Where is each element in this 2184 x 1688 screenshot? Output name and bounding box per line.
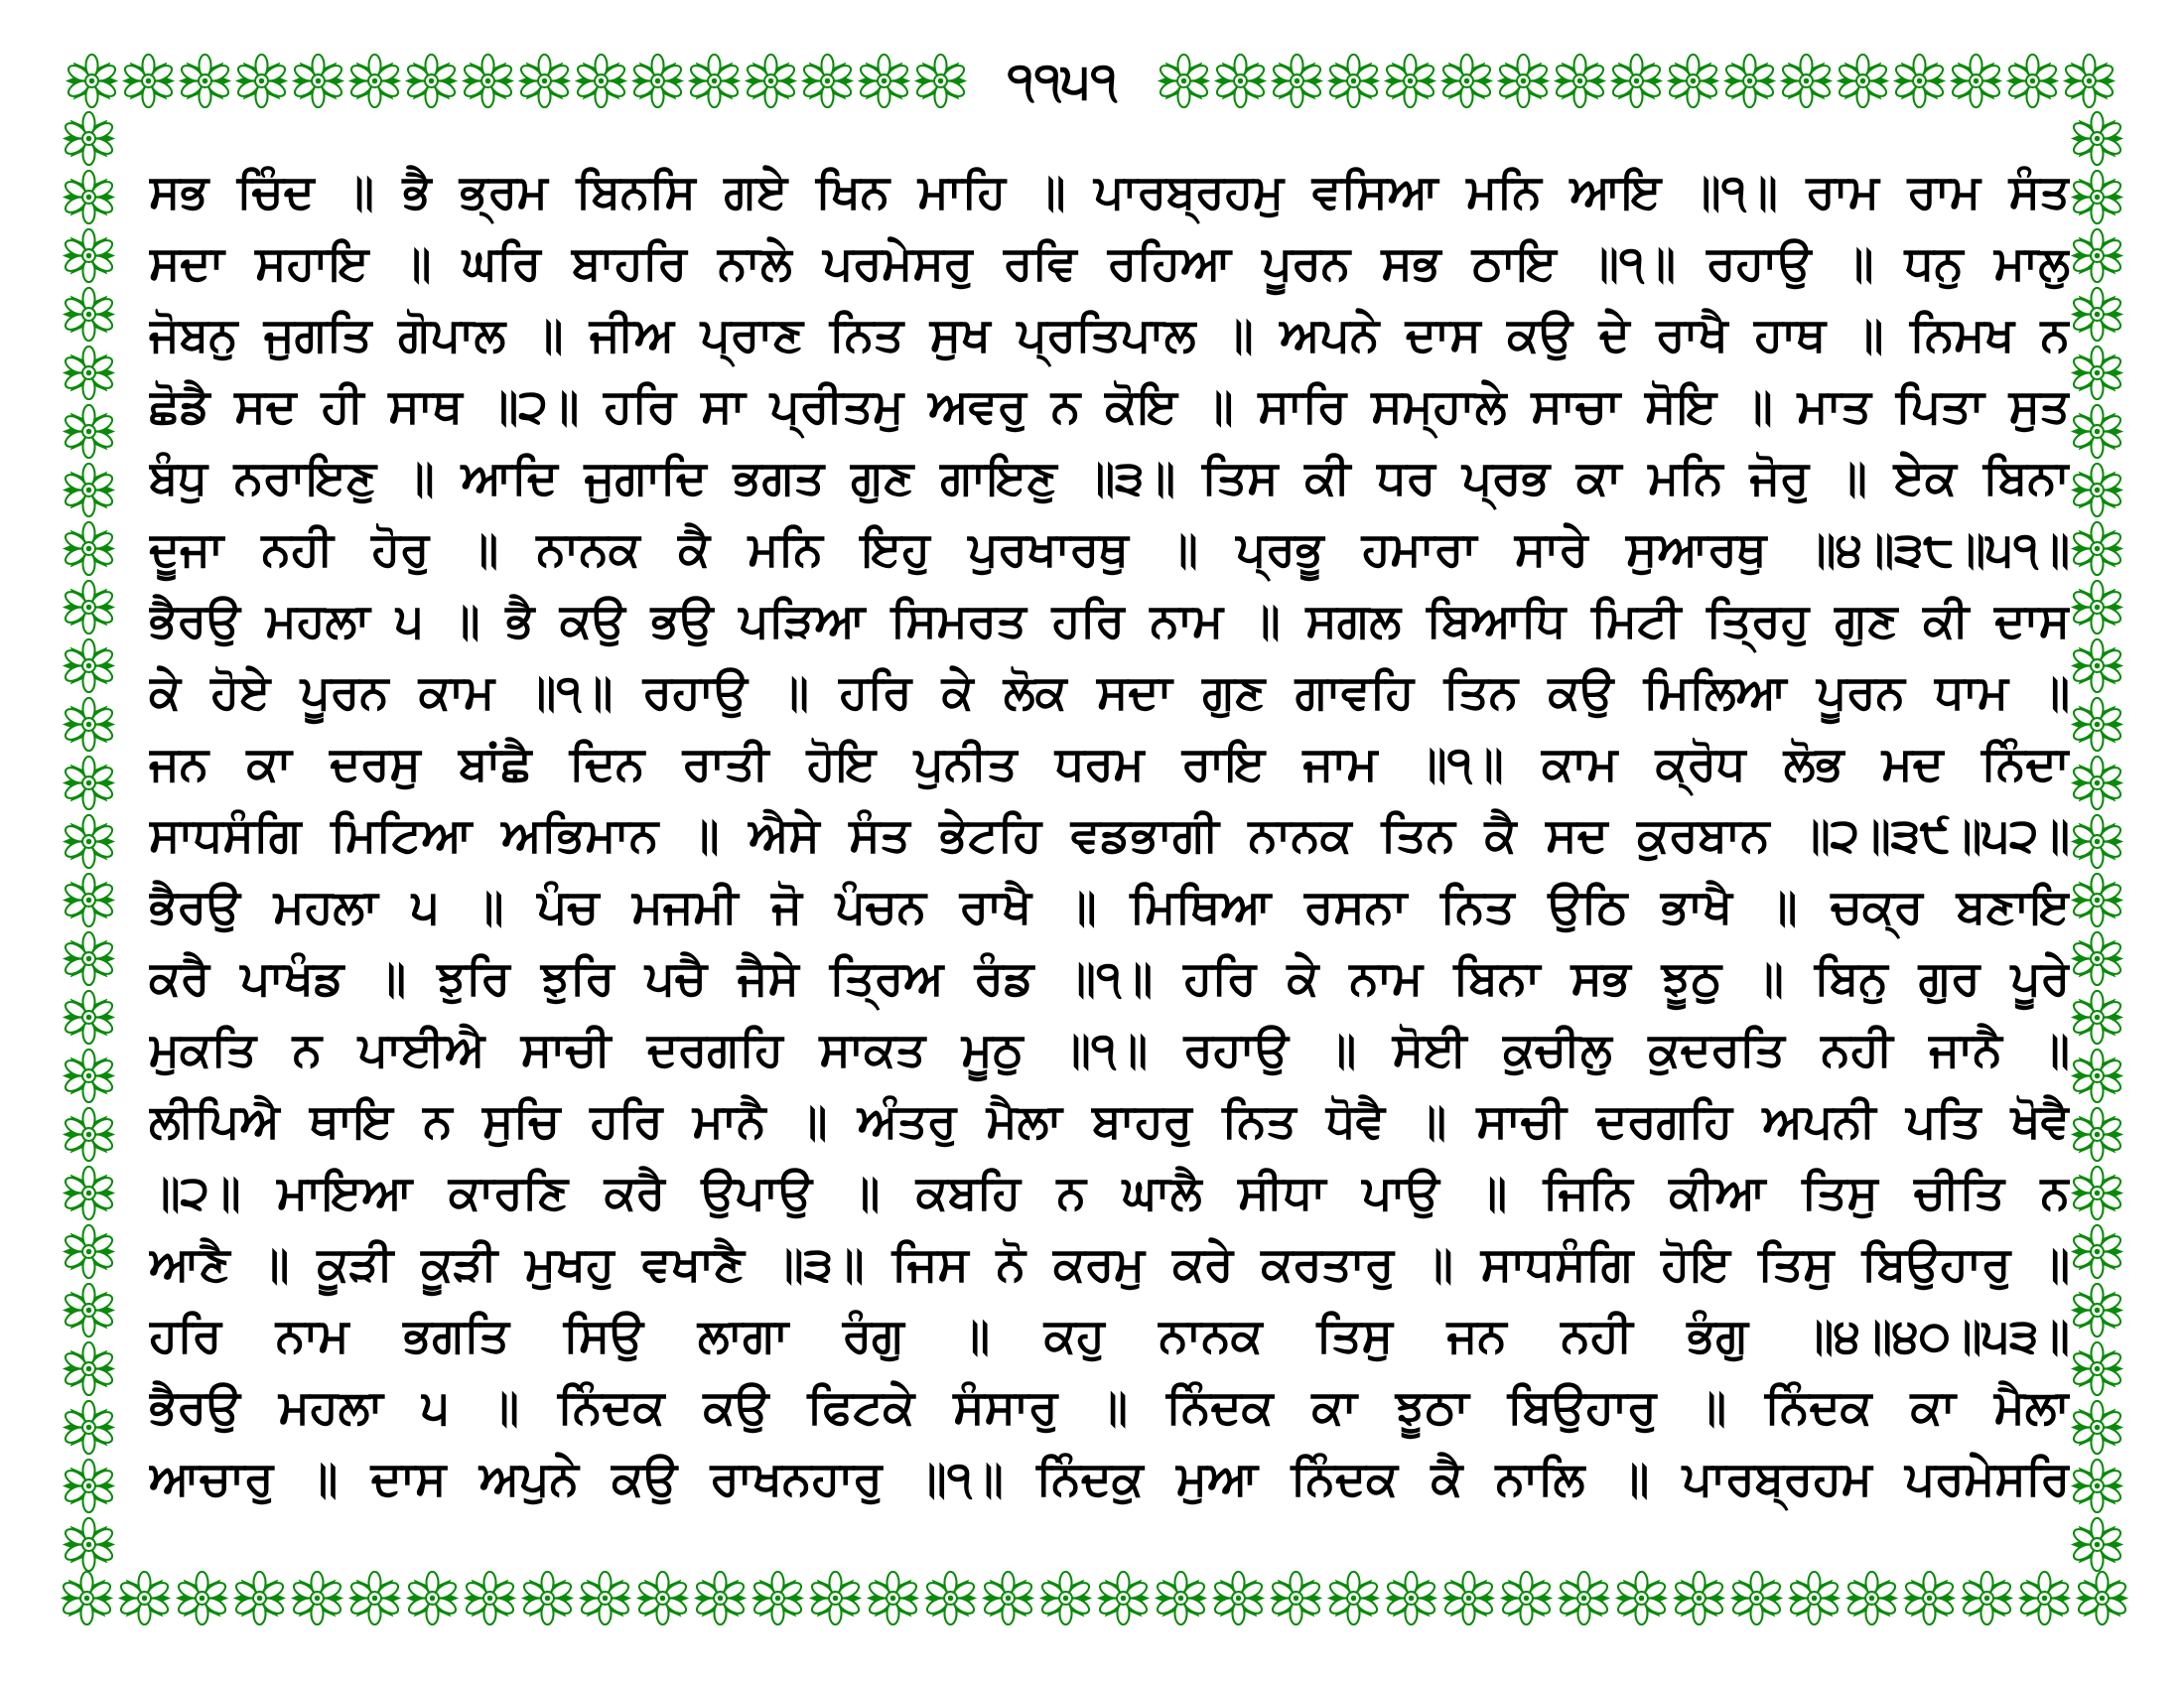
text-line: ਸਦਾ ਸਹਾਇ ॥ ਘਰਿ ਬਾਹਰਿ ਨਾਲੇ ਪਰਮੇਸਰੁ ਰਵਿ ਰਹਿਆ ਪੂਰਨ ਸਭ ਠਾਇ ॥੧॥ ਰਹਾਉ ॥ ਧਨੁ ਮਾਲੁ [149, 236, 2070, 291]
flower-icon [2070, 638, 2124, 693]
text-line: ਭੈਰਉ ਮਹਲਾ ੫ ॥ ਪੰਚ ਮਜਮੀ ਜੋ ਪੰਚਨ ਰਾਖੈ ॥ ਮਿਥਿਆ ਰਸਨਾ ਨਿਤ ਉਠਿ ਭਾਖੈ ॥ ਚਕ੍ਰ ਬਣਾਇ [149, 880, 2070, 934]
flower-icon [2070, 873, 2124, 927]
flower-icon [404, 54, 459, 108]
flower-icon [62, 463, 116, 517]
flower-icon [1902, 1571, 1957, 1625]
flower-icon [62, 1166, 116, 1220]
flower-icon [62, 1224, 116, 1279]
flower-icon [62, 873, 116, 927]
flower-icon [1157, 54, 1211, 108]
flower-icon [1609, 54, 1664, 108]
border-flowers-top-left [65, 54, 968, 108]
flower-icon [461, 54, 515, 108]
page-border-bottom [60, 1571, 2129, 1625]
text-line: ਆਚਾਰੁ ॥ ਦਾਸ ਅਪੁਨੇ ਕਉ ਰਾਖਨਹਾਰੁ ॥੧॥ ਨਿੰਦਕੁ ਮੁਆ ਨਿੰਦਕ ਕੈ ਨਾਲਿ ॥ ਪਾਰਬ੍ਰਹਮ ਪਰਮੇਸਰਿ [149, 1452, 2070, 1506]
text-line: ॥੨॥ ਮਾਇਆ ਕਾਰਣਿ ਕਰੈ ਉਪਾਉ ॥ ਕਬਹਿ ਨ ਘਾਲੈ ਸੀਧਾ ਪਾਉ ॥ ਜਿਨਿ ਕੀਆ ਤਿਸੁ ਚੀਤਿ ਨ [149, 1166, 2070, 1220]
flower-icon [62, 1283, 116, 1337]
flower-icon [405, 1571, 460, 1625]
flower-icon [1096, 1571, 1151, 1625]
flower-icon [520, 1571, 575, 1625]
flower-icon [1672, 1571, 1726, 1625]
flower-icon [2070, 463, 2124, 517]
text-line: ਭੈਰਉ ਮਹਲਾ ੫ ॥ ਭੈ ਕਉ ਭਉ ਪੜਿਆ ਸਿਮਰਤ ਹਰਿ ਨਾਮ ॥ ਸਗਲ ਬਿਆਧਿ ਮਿਟੀ ਤ੍ਰਿਹੁ ਗੁਣ ਕੀ ਦਾਸ [149, 594, 2070, 648]
flower-icon [1557, 1571, 1611, 1625]
flower-icon [1270, 54, 1324, 108]
flower-icon [913, 54, 968, 108]
flower-icon [635, 1571, 690, 1625]
flower-icon [2070, 814, 2124, 869]
flower-icon [1439, 54, 1494, 108]
text-line: ਲੀਪਿਐ ਥਾਇ ਨ ਸੁਚਿ ਹਰਿ ਮਾਨੈ ॥ ਅੰਤਰੁ ਮੈਲਾ ਬਾਹਰੁ ਨਿਤ ਧੋਵੈ ॥ ਸਾਚੀ ਦਰਗਹਿ ਅਪਨੀ ਪਤਿ ਖੋਵੈ [149, 1094, 2070, 1149]
text-line: ਮੁਕਤਿ ਨ ਪਾਈਐ ਸਾਚੀ ਦਰਗਹਿ ਸਾਕਤ ਮੂਠੁ ॥੧॥ ਰਹਾਉ ॥ ਸੋਈ ਕੁਚੀਲੁ ਕੁਦਰਤਿ ਨਹੀ ਜਾਨੈ ॥ [149, 1023, 2070, 1077]
flower-icon [1779, 54, 1834, 108]
scripture-text [149, 157, 2070, 1515]
flower-icon [62, 1107, 116, 1162]
flower-icon [121, 54, 176, 108]
text-line: ਕੇ ਹੋਏ ਪੂਰਨ ਕਾਮ ॥੧॥ ਰਹਾਉ ॥ ਹਰਿ ਕੇ ਲੋਕ ਸਦਾ ਗੁਣ ਗਾਵਹਿ ਤਿਨ ਕਉ ਮਿਲਿਆ ਪੂਰਨ ਧਾਮ ॥ [149, 665, 2070, 720]
flower-icon [1553, 54, 1607, 108]
flower-icon [1384, 1571, 1438, 1625]
flower-icon [2070, 170, 2124, 224]
flower-icon [1892, 54, 1947, 108]
flower-icon [1038, 1571, 1093, 1625]
flower-icon [2070, 228, 2124, 283]
flower-icon [2070, 346, 2124, 400]
flower-icon [517, 54, 572, 108]
flower-icon [1666, 54, 1720, 108]
flower-icon [62, 170, 116, 224]
text-line: ਆਣੈ ॥ ਕੂੜੀ ਕੂੜੀ ਮੁਖਹੁ ਵਖਾਣੈ ॥੩॥ ਜਿਸ ਨੋ ਕਰਮੁ ਕਰੇ ਕਰਤਾਰੁ ॥ ਸਾਧਸੰਗਿ ਹੋਇ ਤਿਸੁ ਬਿਉਹਾਰੁ ॥ [149, 1237, 2070, 1292]
flower-icon [1729, 1571, 1784, 1625]
flower-icon [1960, 1571, 2014, 1625]
flower-icon [62, 287, 116, 342]
flower-icon [1844, 1571, 1899, 1625]
flower-icon [2070, 756, 2124, 810]
text-line: ਜੋਬਨੁ ਜੁਗਤਿ ਗੋਪਾਲ ॥ ਜੀਅ ਪ੍ਰਾਣ ਨਿਤ ਸੁਖ ਪ੍ਰਤਿਪਾਲ ॥ ਅਪਨੇ ਦਾਸ ਕਉ ਦੇ ਰਾਖੈ ਹਾਥ ॥ ਨਿਮਖ ਨ [149, 308, 2070, 362]
text-line: ਸਾਧਸੰਗਿ ਮਿਟਿਆ ਅਭਿਮਾਨ ॥ ਐਸੇ ਸੰਤ ਭੇਟਹਿ ਵਡਭਾਗੀ ਨਾਨਕ ਤਿਨ ਕੈ ਸਦ ਕੁਰਬਾਨ ॥੨॥੩੯॥੫੨॥ [149, 808, 2070, 863]
flower-icon [1441, 1571, 1496, 1625]
flower-icon [1326, 1571, 1381, 1625]
flower-icon [744, 54, 798, 108]
flower-icon [62, 580, 116, 634]
flower-icon [2070, 697, 2124, 752]
flower-icon [65, 54, 119, 108]
page-number: ੧੧੫੧ [1007, 52, 1118, 109]
flower-icon [60, 1571, 114, 1625]
flower-icon [175, 1571, 229, 1625]
flower-icon [62, 1517, 116, 1572]
flower-icon [1383, 54, 1437, 108]
flower-icon [1211, 1571, 1266, 1625]
flower-icon [578, 1571, 632, 1625]
flower-icon [347, 1571, 402, 1625]
flower-icon [62, 1400, 116, 1455]
flower-icon [2070, 990, 2124, 1045]
flower-icon [1496, 54, 1551, 108]
flower-icon [687, 54, 742, 108]
page-border-left [62, 111, 116, 1572]
flower-icon [2070, 111, 2124, 166]
flower-icon [866, 1571, 920, 1625]
flower-icon [463, 1571, 517, 1625]
flower-icon [2070, 1341, 2124, 1396]
flower-icon [62, 756, 116, 810]
flower-icon [808, 1571, 863, 1625]
flower-icon [2070, 1049, 2124, 1103]
flower-icon [62, 814, 116, 869]
flower-icon [2070, 1283, 2124, 1337]
flower-icon [62, 697, 116, 752]
flower-icon [693, 1571, 748, 1625]
flower-icon [2070, 1224, 2124, 1279]
flower-icon [2070, 580, 2124, 634]
text-line: ਛੋਡੈ ਸਦ ਹੀ ਸਾਥ ॥੨॥ ਹਰਿ ਸਾ ਪ੍ਰੀਤਮੁ ਅਵਰੁ ਨ ਕੋਇ ॥ ਸਾਰਿ ਸਮ੍ਹਾਲੇ ਸਾਚਾ ਸੋਇ ॥ ਮਾਤ ਪਿਤਾ ਸੁਤ [149, 379, 2070, 434]
flower-icon [630, 54, 685, 108]
flower-icon [232, 1571, 287, 1625]
flower-icon [981, 1571, 1035, 1625]
flower-icon [1722, 54, 1777, 108]
flower-icon [117, 1571, 172, 1625]
text-line: ਜਨ ਕਾ ਦਰਸੁ ਬਾਂਛੈ ਦਿਨ ਰਾਤੀ ਹੋਇ ਪੁਨੀਤ ਧਰਮ ਰਾਇ ਜਾਮ ॥੧॥ ਕਾਮ ਕ੍ਰੋਧ ਲੋਭ ਮਦ ਨਿੰਦਾ [149, 737, 2070, 791]
flower-icon [2070, 521, 2124, 576]
flower-icon [2070, 404, 2124, 459]
flower-icon [62, 1341, 116, 1396]
flower-icon [1154, 1571, 1208, 1625]
flower-icon [2070, 287, 2124, 342]
flower-icon [62, 521, 116, 576]
flower-icon [234, 54, 289, 108]
flower-icon [2070, 1400, 2124, 1455]
flower-icon [178, 54, 232, 108]
flower-icon [857, 54, 911, 108]
flower-icon [290, 1571, 344, 1625]
flower-icon [347, 54, 402, 108]
flower-icon [62, 404, 116, 459]
flower-icon [923, 1571, 978, 1625]
flower-icon [1949, 54, 2003, 108]
flower-icon [62, 346, 116, 400]
flower-icon [1836, 54, 1890, 108]
page-border-right [2070, 111, 2124, 1572]
flower-icon [2017, 1571, 2072, 1625]
text-line: ਹਰਿ ਨਾਮ ਭਗਤਿ ਸਿਉ ਲਾਗਾ ਰੰਗੁ ॥ ਕਹੁ ਨਾਨਕ ਤਿਸੁ ਜਨ ਨਹੀ ਭੰਗੁ ॥੪॥੪੦॥੫੩॥ [149, 1309, 2070, 1363]
flower-icon [2070, 1517, 2124, 1572]
flower-icon [1326, 54, 1381, 108]
flower-icon [1614, 1571, 1669, 1625]
flower-icon [1787, 1571, 1842, 1625]
flower-icon [2070, 931, 2124, 986]
flower-icon [1213, 54, 1268, 108]
flower-icon [2075, 1571, 2129, 1625]
flower-icon [1269, 1571, 1323, 1625]
flower-icon [62, 111, 116, 166]
flower-icon [62, 638, 116, 693]
flower-icon [62, 931, 116, 986]
flower-icon [2070, 1459, 2124, 1513]
flower-icon [2070, 1166, 2124, 1220]
text-line: ਦੂਜਾ ਨਹੀ ਹੋਰੁ ॥ ਨਾਨਕ ਕੈ ਮਨਿ ਇਹੁ ਪੁਰਖਾਰਥੁ ॥ ਪ੍ਰਭੂ ਹਮਾਰਾ ਸਾਰੇ ਸੁਆਰਥੁ ॥੪॥੩੮॥੫੧॥ [149, 522, 2070, 577]
flower-icon [800, 54, 855, 108]
flower-icon [62, 990, 116, 1045]
flower-icon [574, 54, 628, 108]
text-line: ਸਭ ਚਿੰਦ ॥ ਭੈ ਭ੍ਰਮ ਬਿਨਸਿ ਗਏ ਖਿਨ ਮਾਹਿ ॥ ਪਾਰਬ੍ਰਹਮੁ ਵਸਿਆ ਮਨਿ ਆਇ ॥੧॥ ਰਾਮ ਰਾਮ ਸੰਤ [149, 165, 2070, 219]
flower-icon [2070, 1107, 2124, 1162]
border-flowers-top-right [1157, 54, 2116, 108]
text-line: ਭੈਰਉ ਮਹਲਾ ੫ ॥ ਨਿੰਦਕ ਕਉ ਫਿਟਕੇ ਸੰਸਾਰੁ ॥ ਨਿੰਦਕ ਕਾ ਝੂਠਾ ਬਿਉਹਾਰੁ ॥ ਨਿੰਦਕ ਕਾ ਮੈਲਾ [149, 1380, 2070, 1435]
flower-icon [291, 54, 345, 108]
text-line: ਕਰੈ ਪਾਖੰਡ ॥ ਝੁਰਿ ਝੁਰਿ ਪਚੈ ਜੈਸੇ ਤ੍ਰਿਅ ਰੰਡ ॥੧॥ ਹਰਿ ਕੇ ਨਾਮ ਬਿਨਾ ਸਭ ਝੂਠੁ ॥ ਬਿਨੁ ਗੁਰ ਪੂਰੇ [149, 951, 2070, 1006]
flower-icon [751, 1571, 805, 1625]
flower-icon [2005, 54, 2060, 108]
flower-icon [62, 1459, 116, 1513]
text-line: ਬੰਧੁ ਨਰਾਇਣੁ ॥ ਆਦਿ ਜੁਗਾਦਿ ਭਗਤ ਗੁਣ ਗਾਇਣੁ ॥੩॥ ਤਿਸ ਕੀ ਧਰ ਪ੍ਰਭ ਕਾ ਮਨਿ ਜੋਰੁ ॥ ਏਕ ਬਿਨਾ [149, 451, 2070, 505]
page-border-top [65, 52, 2116, 109]
flower-icon [62, 1049, 116, 1103]
flower-icon [2062, 54, 2116, 108]
flower-icon [1499, 1571, 1554, 1625]
flower-icon [62, 228, 116, 283]
